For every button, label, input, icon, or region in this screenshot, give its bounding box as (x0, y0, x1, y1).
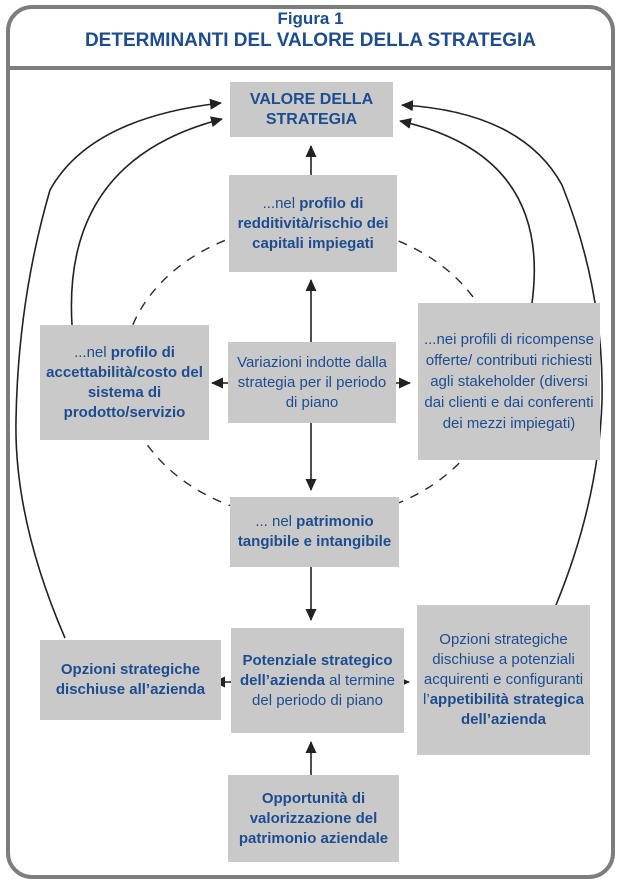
box-text-bold: profilo di redditività/rischio dei capitali impiegati (237, 194, 389, 252)
box-text-bold: Opportunità di valorizzazione del patrimonio aziendale (238, 789, 389, 847)
box-text: al termine del periodo di piano (252, 671, 396, 709)
box-text: ...nei profili di ricompense offerte/ contributi richiesti agli stakeholder (diversi dai clienti e dai conferenti dei mezzi impiegati) (423, 331, 595, 432)
box-opzioni-strategiche-azienda (40, 640, 221, 720)
box-profili-ricompense-stakeholder (418, 303, 600, 460)
box-text-bold: Opzioni strategiche dischiuse all’azienda (55, 661, 206, 698)
box-text: ...nel (74, 343, 111, 361)
box-text-bold: profilo di accettabilità/costo del sistema di prodotto/servizio (46, 343, 203, 421)
box-patrimonio-tangibile-intangibile (230, 497, 399, 567)
box-text: Variazioni indotte dalla strategia per il periodo di piano (237, 353, 387, 411)
box-profilo-accettabilita-costo (40, 325, 209, 440)
box-text-bold: VALORE DELLA STRATEGIA (249, 90, 374, 128)
box-potenziale-strategico (231, 628, 404, 733)
figure-heading: DETERMINANTI DEL VALORE DELLA STRATEGIA (84, 30, 537, 51)
box-text: Opzioni strategiche dischiuse a potenziali acquirenti e configuranti l’ (423, 631, 584, 708)
arrow-ricompense-to-valore (400, 121, 534, 303)
box-text-bold: appetibilità strategica dell’azienda (429, 691, 584, 728)
box-opzioni-strategiche-acquirenti (417, 605, 590, 755)
box-text-bold: patrimonio tangibile e intangibile (237, 513, 392, 550)
box-text: ... nel (255, 513, 297, 530)
box-valore-della-strategia (230, 82, 393, 137)
box-text-bold: Potenziale strategico dell’azienda (239, 651, 393, 689)
figure-label: Figura 1 (277, 9, 344, 28)
box-opportunita-valorizzazione (228, 775, 399, 862)
box-text: ...nel (262, 194, 300, 212)
box-variazioni-indotte (228, 342, 396, 423)
arrow-accettabilita-to-valore (71, 119, 222, 325)
box-profilo-redditivita-rischio (229, 175, 397, 272)
